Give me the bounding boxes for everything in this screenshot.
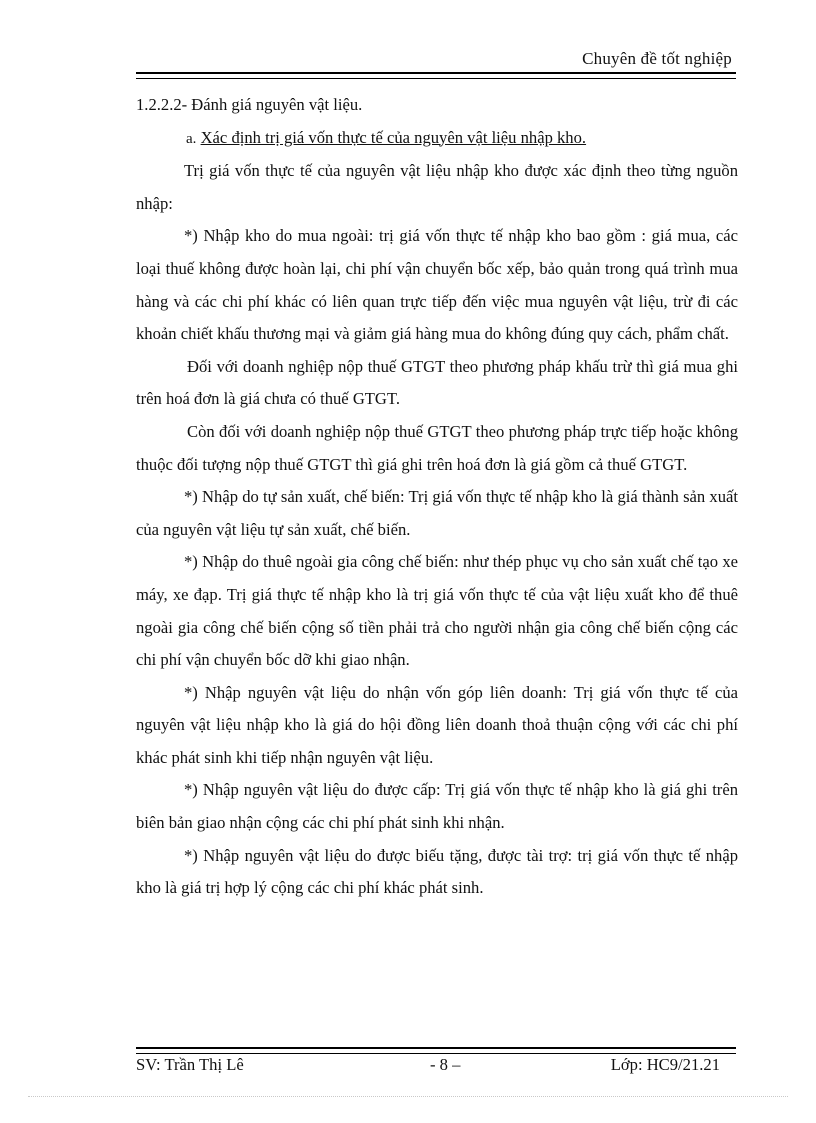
paragraph-joint-venture: *) Nhập nguyên vật liệu do nhận vốn góp liên doanh: Trị giá vốn thực tế của nguyên vật liệu nhập kho là giá do hội đồng liên doanh thoả thuận cộng với các chi phí khác phát sinh khi tiếp nhận nguyên vật liệu. bbox=[136, 682, 738, 767]
paragraph-outsourced: *) Nhập do thuê ngoài gia công chế biến: như thép phục vụ cho sản xuất chế tạo xe máy, xe đạp. Trị giá thực tế nhập kho là trị giá vốn thực tế của vật liệu xuất kho để thuê ngoài gia công chế biến cộng số tiền phải trả cho người nhận gia công chế biến cộng các chi phí vận chuyển bốc dỡ khi giao nhận. bbox=[136, 552, 738, 670]
page-number: - 8 – bbox=[430, 1055, 461, 1074]
header-rule bbox=[136, 72, 736, 79]
subsection-letter: a. bbox=[186, 130, 197, 147]
page-edge-dotted-line bbox=[28, 1096, 788, 1097]
paragraph-purchase: *) Nhập kho do mua ngoài: trị giá vốn thực tế nhập kho bao gồm : giá mua, các loại thuế không được hoàn lại, chi phí vận chuyển bốc xếp, bảo quản trong quá trình mua hàng và các chi phí khác có liên quan trực tiếp đến việc mua nguyên vật liệu, trừ đi các khoản chiết khấu thương mại và giảm giá hàng mua do không đúng quy cách, phẩm chất. bbox=[136, 226, 738, 344]
subsection-title: Xác định trị giá vốn thực tế của nguyên vật liệu nhập kho. bbox=[200, 127, 587, 147]
body-content bbox=[136, 89, 738, 905]
paragraph-donated: *) Nhập nguyên vật liệu do được biếu tặng, được tài trợ: trị giá vốn thực tế nhập kho là giá trị hợp lý cộng các chi phí khác phát sinh. bbox=[136, 845, 738, 898]
section-heading: 1.2.2.2- Đánh giá nguyên vật liệu. bbox=[136, 95, 363, 114]
footer-student: SV: Trần Thị Lê bbox=[136, 1055, 244, 1074]
paragraph-deduction-method: Đối với doanh nghiệp nộp thuế GTGT theo phương pháp khấu trừ thì giá mua ghi trên hoá đơn là giá chưa có thuế GTGT. bbox=[136, 356, 738, 409]
footer bbox=[136, 1055, 736, 1077]
footer-rule bbox=[136, 1047, 736, 1054]
paragraph-intro: Trị giá vốn thực tế của nguyên vật liệu nhập kho được xác định theo từng nguồn nhập: bbox=[136, 161, 738, 213]
paragraph-allocated: *) Nhập nguyên vật liệu do được cấp: Trị giá vốn thực tế nhập kho là giá ghi trên biên bản giao nhận cộng các chi phí phát sinh khi nhận. bbox=[136, 780, 738, 833]
paragraph-self-produced: *) Nhập do tự sản xuất, chế biến: Trị giá vốn thực tế nhập kho là giá thành sản xuất của nguyên vật liệu tự sản xuất, chế biến. bbox=[136, 487, 738, 539]
footer-class: Lớp: HC9/21.21 bbox=[610, 1055, 720, 1074]
subsection-heading bbox=[136, 122, 738, 156]
header-title: Chuyên đề tốt nghiệp bbox=[582, 49, 732, 68]
paragraph-direct-method: Còn đối với doanh nghiệp nộp thuế GTGT theo phương pháp trực tiếp hoặc không thuộc đối tượng nộp thuế GTGT thì giá ghi trên hoá đơn là giá gồm cả thuế GTGT. bbox=[136, 421, 738, 474]
